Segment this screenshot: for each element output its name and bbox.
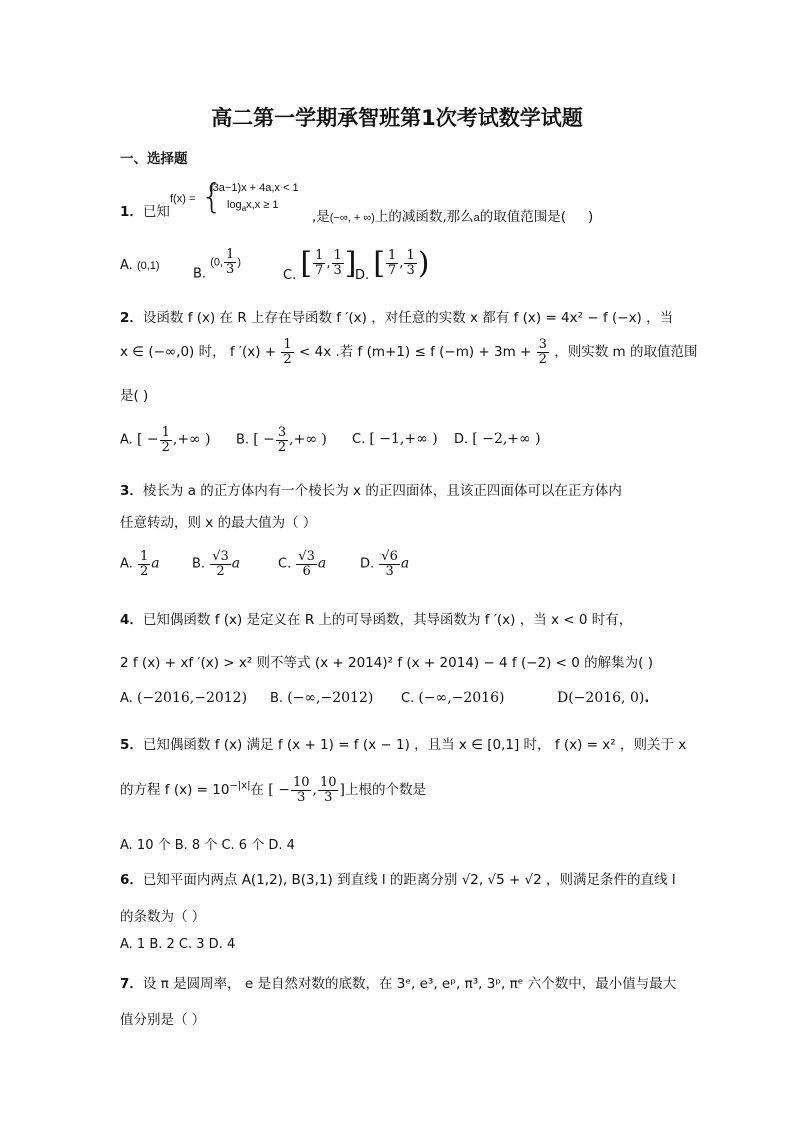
option-b: B. $\frac{√3}{2}$ a	[192, 549, 241, 579]
question-2-line-2: x ∈ (−∞,0) 时， f ′(x) + $\frac{1}{2}$ < 4x .若 f (m+1) ≤ f (−m) + 3m + $\frac{3}{2}$ ，则实数 m 的取值范围	[120, 337, 698, 367]
option-a: A. (−2016,−2012)	[120, 690, 248, 706]
question-7: 7．设 π 是圆周率， e 是自然对数的底数，在 3ᵉ, e³, eᵖ, π³, 3ᵖ, πᵉ 六个数中，最小值与最大	[120, 976, 677, 992]
question-3: 3．棱长为 a 的正方体内有一个棱长为 x 的正四面体，且该正四面体可以在正方体内	[120, 483, 622, 499]
option-a: A. $\frac{1}{2}$ a	[120, 549, 160, 579]
question-6: 6．已知平面内两点 A(1,2), B(3,1) 到直线 l 的距离分别 √2, √5 + √2 ，则满足条件的直线 l	[120, 872, 676, 888]
question-2-line-3: 是( )	[120, 388, 149, 404]
domain-interval: (−∞, + ∞)	[329, 212, 375, 224]
option-d: D. $\frac{√6}{3}$ a	[360, 549, 410, 579]
option-c: C. $\frac{√3}{6}$ a	[278, 549, 327, 579]
question-5-line-2: 的方程 f $(x) = 10^{-|x|}$在 [ − $\frac{10}{3}$ , $\frac{10}{3}$ ]上根的个数是	[120, 775, 426, 805]
question-3-line-2: 任意转动，则 x 的最大值为（ ）	[120, 515, 317, 531]
option-d: D. [ −2,+∞ )	[454, 431, 541, 447]
question-5-options: A. 10 个 B. 8 个 C. 6 个 D. 4	[120, 838, 295, 853]
question-6-line-2: 的条数为（ ）	[120, 909, 206, 925]
question-text: 已知	[142, 204, 170, 220]
question-4-line-2: 2 f (x) + xf ′(x) > x² 则不等式 (x + 2014)² f (x + 2014) − 4 f (−2) < 0 的解集为( )	[120, 655, 653, 671]
piecewise-brace: {	[201, 177, 223, 217]
question-6-options: A. 1 B. 2 C. 3 D. 4	[120, 937, 236, 952]
option-b: B. [ − $\frac{3}{2}$ ,+∞ )	[236, 425, 327, 455]
option-b: B. (0, $\frac{1}{3}$ )	[193, 247, 241, 282]
option-c: C. [ −1,+∞ )	[352, 431, 438, 447]
option-a: A. (0,1)	[120, 258, 160, 273]
option-d: D. [ $\frac{1}{7}$ , $\frac{1}{3}$ )	[355, 246, 430, 283]
option-c: C. (−∞,−2016)	[401, 690, 505, 706]
option-a: A. [ − $\frac{1}{2}$ ,+∞ )	[120, 425, 211, 455]
piecewise-function-label: f(x) =	[170, 193, 196, 205]
piecewise-case-2: $\log_ax,x \ge 1$	[227, 199, 279, 214]
option-b: B. (−∞,−2012)	[270, 690, 374, 706]
piecewise-case-1: (3a−1)x + 4a,x < 1	[209, 182, 299, 194]
section-heading: 一、选择题	[120, 151, 188, 167]
question-5: 5．已知偶函数 f (x) 满足 f (x + 1) = f (x − 1) ，且当 x ∈ [0,1] 时， f (x) = x² ，则关于 x	[120, 737, 687, 753]
question-4: 4．已知偶函数 f (x) 是定义在 R 上的可导函数，其导函数为 f ′(x) ，当 x < 0 时有，	[120, 612, 633, 628]
question-number: 1．	[120, 204, 143, 220]
option-d: D(−2016, 0).	[557, 690, 650, 706]
question-2: 2．设函数 f (x) 在 R 上存在导函数 f ′(x) ，对任意的实数 x 都有 f (x) = 4x² − f (−x) ，当	[120, 310, 674, 326]
question-1	[120, 200, 170, 220]
option-c: C. [ $\frac{1}{7}$ , $\frac{1}{3}$ ]	[283, 246, 357, 283]
question-7-line-2: 值分别是（ ）	[120, 1012, 206, 1028]
question-1-continued: ,是(−∞, + ∞)上的减函数,那么a的取值范围是( )	[312, 209, 594, 225]
page-title: 高二第一学期承智班第1次考试数学试题	[211, 106, 583, 130]
